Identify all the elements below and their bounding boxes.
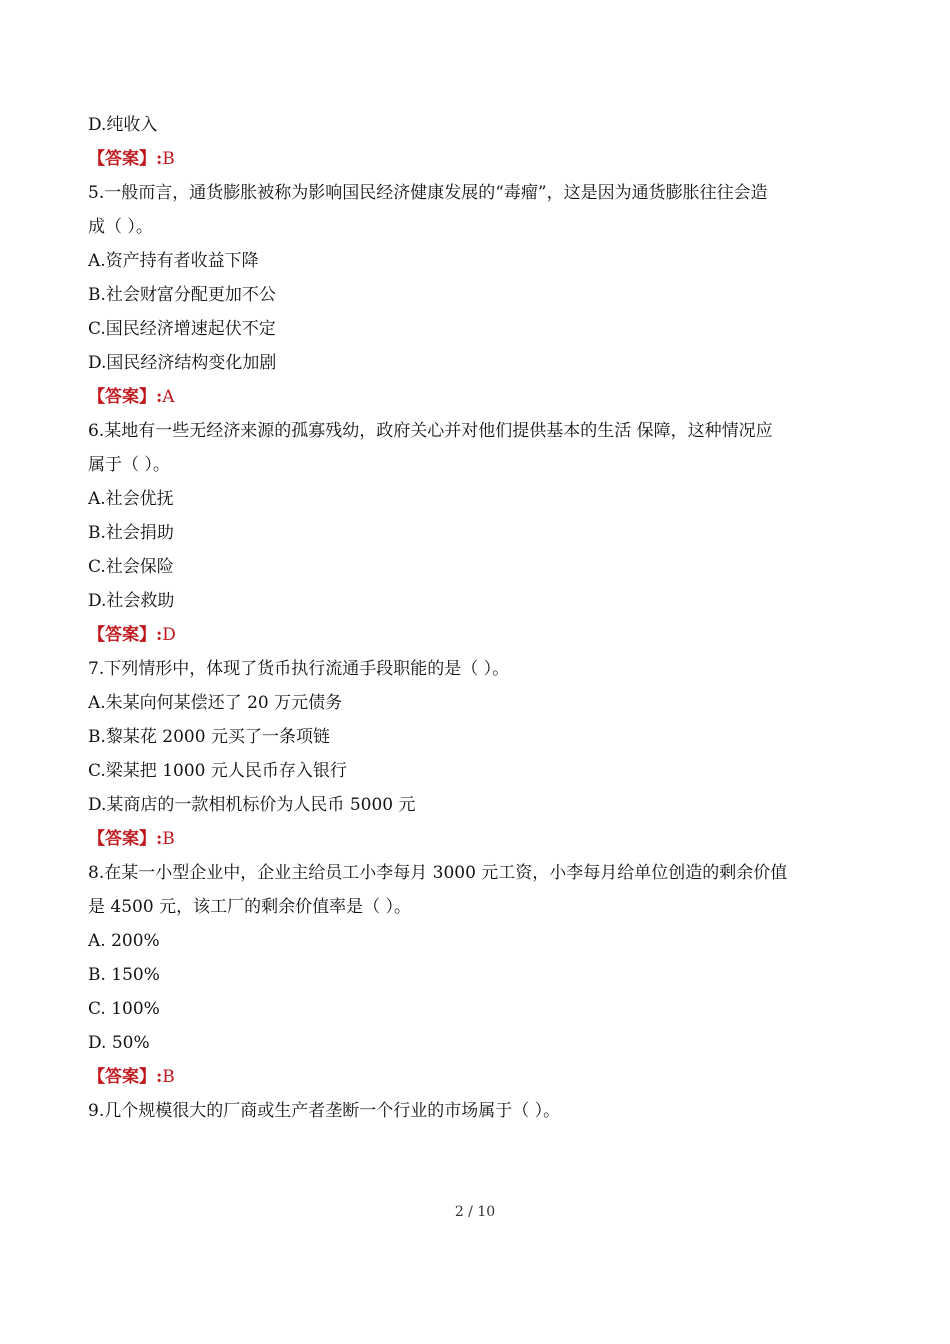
answer-key [88,1060,868,1094]
answer-key [88,618,868,652]
answer-option: D.社会救助 [88,591,175,611]
answer-label: 【答案】: [88,1067,163,1087]
question-text: 7.下列情形中，体现了货币执行流通手段职能的是（ ）。 [88,659,510,679]
answer-option: C.社会保险 [88,557,174,577]
answer-value: D [162,625,176,645]
answer-option: D.国民经济结构变化加剧 [88,353,277,373]
page-number: 2 / 10 [454,1204,496,1220]
answer-option: B.社会财富分配更加不公 [88,285,276,305]
answer-label: 【答案】: [88,387,163,407]
answer-option: A. 200% [88,931,160,951]
answer-option: D.某商店的一款相机标价为人民币 5000 元 [88,795,416,815]
answer-option: A.资产持有者收益下降 [88,251,259,271]
question-text-continued: 是 4500 元，该工厂的剩余价值率是（ ）。 [88,897,411,917]
answer-option: B.黎某花 2000 元买了一条项链 [88,727,330,747]
answer-label: 【答案】: [88,625,163,645]
answer-value: B [162,1067,175,1087]
answer-key [88,142,868,176]
question-text-continued: 属于（ ）。 [88,455,170,475]
answer-option: B. 150% [88,965,160,985]
answer-option: A.社会优抚 [88,489,174,509]
document-content [88,108,868,1128]
answer-label: 【答案】: [88,829,163,849]
question-text: 6.某地有一些无经济来源的孤寡残幼，政府关心并对他们提供基本的生活 保障，这种情况应 [88,421,773,441]
question-text: 8.在某一小型企业中，企业主给员工小李每月 3000 元工资，小李每月给单位创造的剩余价值 [88,863,788,883]
answer-option: C.国民经济增速起伏不定 [88,319,276,339]
answer-value: A [162,387,175,407]
question-text: 5.一般而言，通货膨胀被称为影响国民经济健康发展的“毒瘤”，这是因为通货膨胀往往会造 [88,183,768,203]
answer-option: C. 100% [88,999,160,1019]
answer-option: D. 50% [88,1033,150,1053]
answer-option: D.纯收入 [88,115,158,135]
answer-value: B [162,829,175,849]
answer-option: B.社会捐助 [88,523,174,543]
question-text: 9.几个规模很大的厂商或生产者垄断一个行业的市场属于（ ）。 [88,1101,561,1121]
answer-key [88,822,868,856]
answer-key [88,380,868,414]
answer-option: C.梁某把 1000 元人民币存入银行 [88,761,347,781]
answer-label: 【答案】: [88,149,163,169]
answer-value: B [162,149,175,169]
question-text-continued: 成（ ）。 [88,217,153,237]
answer-option: A.朱某向何某偿还了 20 万元债务 [88,693,343,713]
